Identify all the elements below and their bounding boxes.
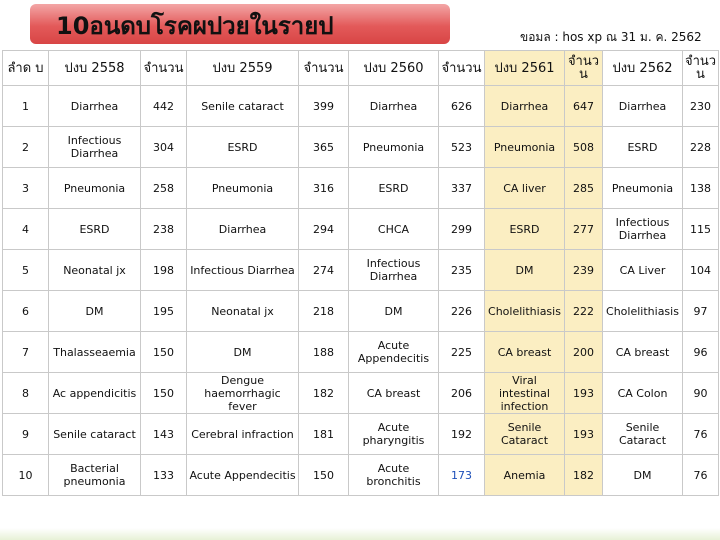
disease-2562-cell: DM [603,455,683,496]
disease-2560-cell: Acute pharyngitis [349,414,439,455]
disease-2562-cell: CA Colon [603,373,683,414]
disease-2558-cell: Pneumonia [49,168,141,209]
count-2560-cell: 206 [439,373,485,414]
disease-2561-cell: ESRD [485,209,565,250]
disease-2561-cell: CA liver [485,168,565,209]
disease-2558-cell: Thalasseaemia [49,332,141,373]
disease-2560-cell: Pneumonia [349,127,439,168]
table-row [3,291,719,332]
disease-2559-cell: Neonatal jx [187,291,299,332]
count-2558-cell: 150 [141,332,187,373]
disease-2560-cell: CHCA [349,209,439,250]
data-source-note: ขอมล : hos xp ณ 31 ม. ค. 2562 [520,30,702,44]
count-2558-cell: 442 [141,86,187,127]
disease-2558-cell: Diarrhea [49,86,141,127]
disease-2559-cell: ESRD [187,127,299,168]
count-2558-cell: 238 [141,209,187,250]
header-count-2558: จำนวน [141,51,187,86]
count-2561-cell: 193 [565,414,603,455]
table-row [3,209,719,250]
rank-cell: 8 [3,373,49,414]
count-2559-cell: 150 [299,455,349,496]
count-2559-cell: 188 [299,332,349,373]
disease-2561-cell: DM [485,250,565,291]
disease-2560-cell: CA breast [349,373,439,414]
disease-2558-cell: Ac appendicitis [49,373,141,414]
header-rank: ลำด บ [3,51,49,86]
disease-2562-cell: Diarrhea [603,86,683,127]
count-2559-cell: 294 [299,209,349,250]
count-2561-cell: 182 [565,455,603,496]
disease-2559-cell: Dengue haemorrhagic fever [187,373,299,414]
count-2558-cell: 195 [141,291,187,332]
disease-2562-cell: Senile Cataract [603,414,683,455]
table-row [3,332,719,373]
count-2561-cell: 239 [565,250,603,291]
disease-2561-cell: Cholelithiasis [485,291,565,332]
header-count-2561: จำนว น [565,51,603,86]
disease-2561-cell: Diarrhea [485,86,565,127]
disease-2562-cell: Infectious Diarrhea [603,209,683,250]
disease-2558-cell: Neonatal jx [49,250,141,291]
header-count-2562: จำนว น [683,51,719,86]
count-2559-cell: 365 [299,127,349,168]
count-2559-cell: 316 [299,168,349,209]
table-row [3,127,719,168]
count-2558-cell: 304 [141,127,187,168]
header-count-2560: จำนวน [439,51,485,86]
count-2562-cell: 230 [683,86,719,127]
header-year-2560: ปงบ 2560 [349,51,439,86]
disease-2560-cell: DM [349,291,439,332]
count-2561-cell: 647 [565,86,603,127]
disease-2558-cell: ESRD [49,209,141,250]
disease-2561-cell: Senile Cataract [485,414,565,455]
count-2558-cell: 150 [141,373,187,414]
rank-cell: 9 [3,414,49,455]
disease-2560-cell: Diarrhea [349,86,439,127]
count-2559-cell: 181 [299,414,349,455]
disease-2561-cell: Viral intestinal infection [485,373,565,414]
disease-2562-cell: Cholelithiasis [603,291,683,332]
page-title: 10อนดบโรคผปวยในรายป [56,12,334,40]
header-year-2559: ปงบ 2559 [187,51,299,86]
disease-2560-cell: Acute Appendecitis [349,332,439,373]
table-header-row [3,51,719,86]
header-year-2561: ปงบ 2561 [485,51,565,86]
table-row [3,250,719,291]
count-2560-cell: 523 [439,127,485,168]
rank-cell: 4 [3,209,49,250]
count-2560-cell: 173 [439,455,485,496]
disease-2559-cell: DM [187,332,299,373]
disease-2558-cell: Senile cataract [49,414,141,455]
disease-2559-cell: Senile cataract [187,86,299,127]
disease-2559-cell: Cerebral infraction [187,414,299,455]
disease-2562-cell: CA Liver [603,250,683,291]
table-row [3,86,719,127]
table-row [3,373,719,414]
rank-cell: 1 [3,86,49,127]
count-2562-cell: 76 [683,455,719,496]
count-2562-cell: 104 [683,250,719,291]
disease-2560-cell: Infectious Diarrhea [349,250,439,291]
disease-2561-cell: Pneumonia [485,127,565,168]
rank-cell: 5 [3,250,49,291]
count-2559-cell: 218 [299,291,349,332]
count-2558-cell: 133 [141,455,187,496]
count-2562-cell: 138 [683,168,719,209]
rank-cell: 7 [3,332,49,373]
disease-2562-cell: CA breast [603,332,683,373]
disease-ranking-table [2,50,719,496]
count-2559-cell: 274 [299,250,349,291]
count-2559-cell: 182 [299,373,349,414]
disease-2558-cell: Infectious Diarrhea [49,127,141,168]
count-2560-cell: 226 [439,291,485,332]
disease-2561-cell: CA breast [485,332,565,373]
disease-2561-cell: Anemia [485,455,565,496]
count-2562-cell: 76 [683,414,719,455]
disease-2560-cell: Acute bronchitis [349,455,439,496]
count-2562-cell: 115 [683,209,719,250]
disease-2562-cell: ESRD [603,127,683,168]
count-2560-cell: 337 [439,168,485,209]
count-2558-cell: 143 [141,414,187,455]
count-2562-cell: 96 [683,332,719,373]
table-row [3,414,719,455]
header-count-2559: จำนวน [299,51,349,86]
footer-band [0,528,720,540]
disease-2559-cell: Acute Appendecitis [187,455,299,496]
count-2560-cell: 235 [439,250,485,291]
rank-cell: 2 [3,127,49,168]
rank-cell: 6 [3,291,49,332]
count-2560-cell: 225 [439,332,485,373]
disease-2559-cell: Diarrhea [187,209,299,250]
rank-cell: 10 [3,455,49,496]
table-row [3,455,719,496]
header-year-2558: ปงบ 2558 [49,51,141,86]
count-2561-cell: 222 [565,291,603,332]
disease-2559-cell: Pneumonia [187,168,299,209]
disease-2558-cell: Bacterial pneumonia [49,455,141,496]
count-2562-cell: 97 [683,291,719,332]
header-year-2562: ปงบ 2562 [603,51,683,86]
count-2560-cell: 192 [439,414,485,455]
disease-2559-cell: Infectious Diarrhea [187,250,299,291]
count-2558-cell: 198 [141,250,187,291]
count-2562-cell: 90 [683,373,719,414]
count-2558-cell: 258 [141,168,187,209]
disease-2558-cell: DM [49,291,141,332]
count-2561-cell: 285 [565,168,603,209]
count-2560-cell: 626 [439,86,485,127]
count-2559-cell: 399 [299,86,349,127]
table-row [3,168,719,209]
count-2561-cell: 200 [565,332,603,373]
count-2561-cell: 508 [565,127,603,168]
disease-2560-cell: ESRD [349,168,439,209]
count-2561-cell: 277 [565,209,603,250]
count-2562-cell: 228 [683,127,719,168]
count-2560-cell: 299 [439,209,485,250]
count-2561-cell: 193 [565,373,603,414]
disease-2562-cell: Pneumonia [603,168,683,209]
rank-cell: 3 [3,168,49,209]
